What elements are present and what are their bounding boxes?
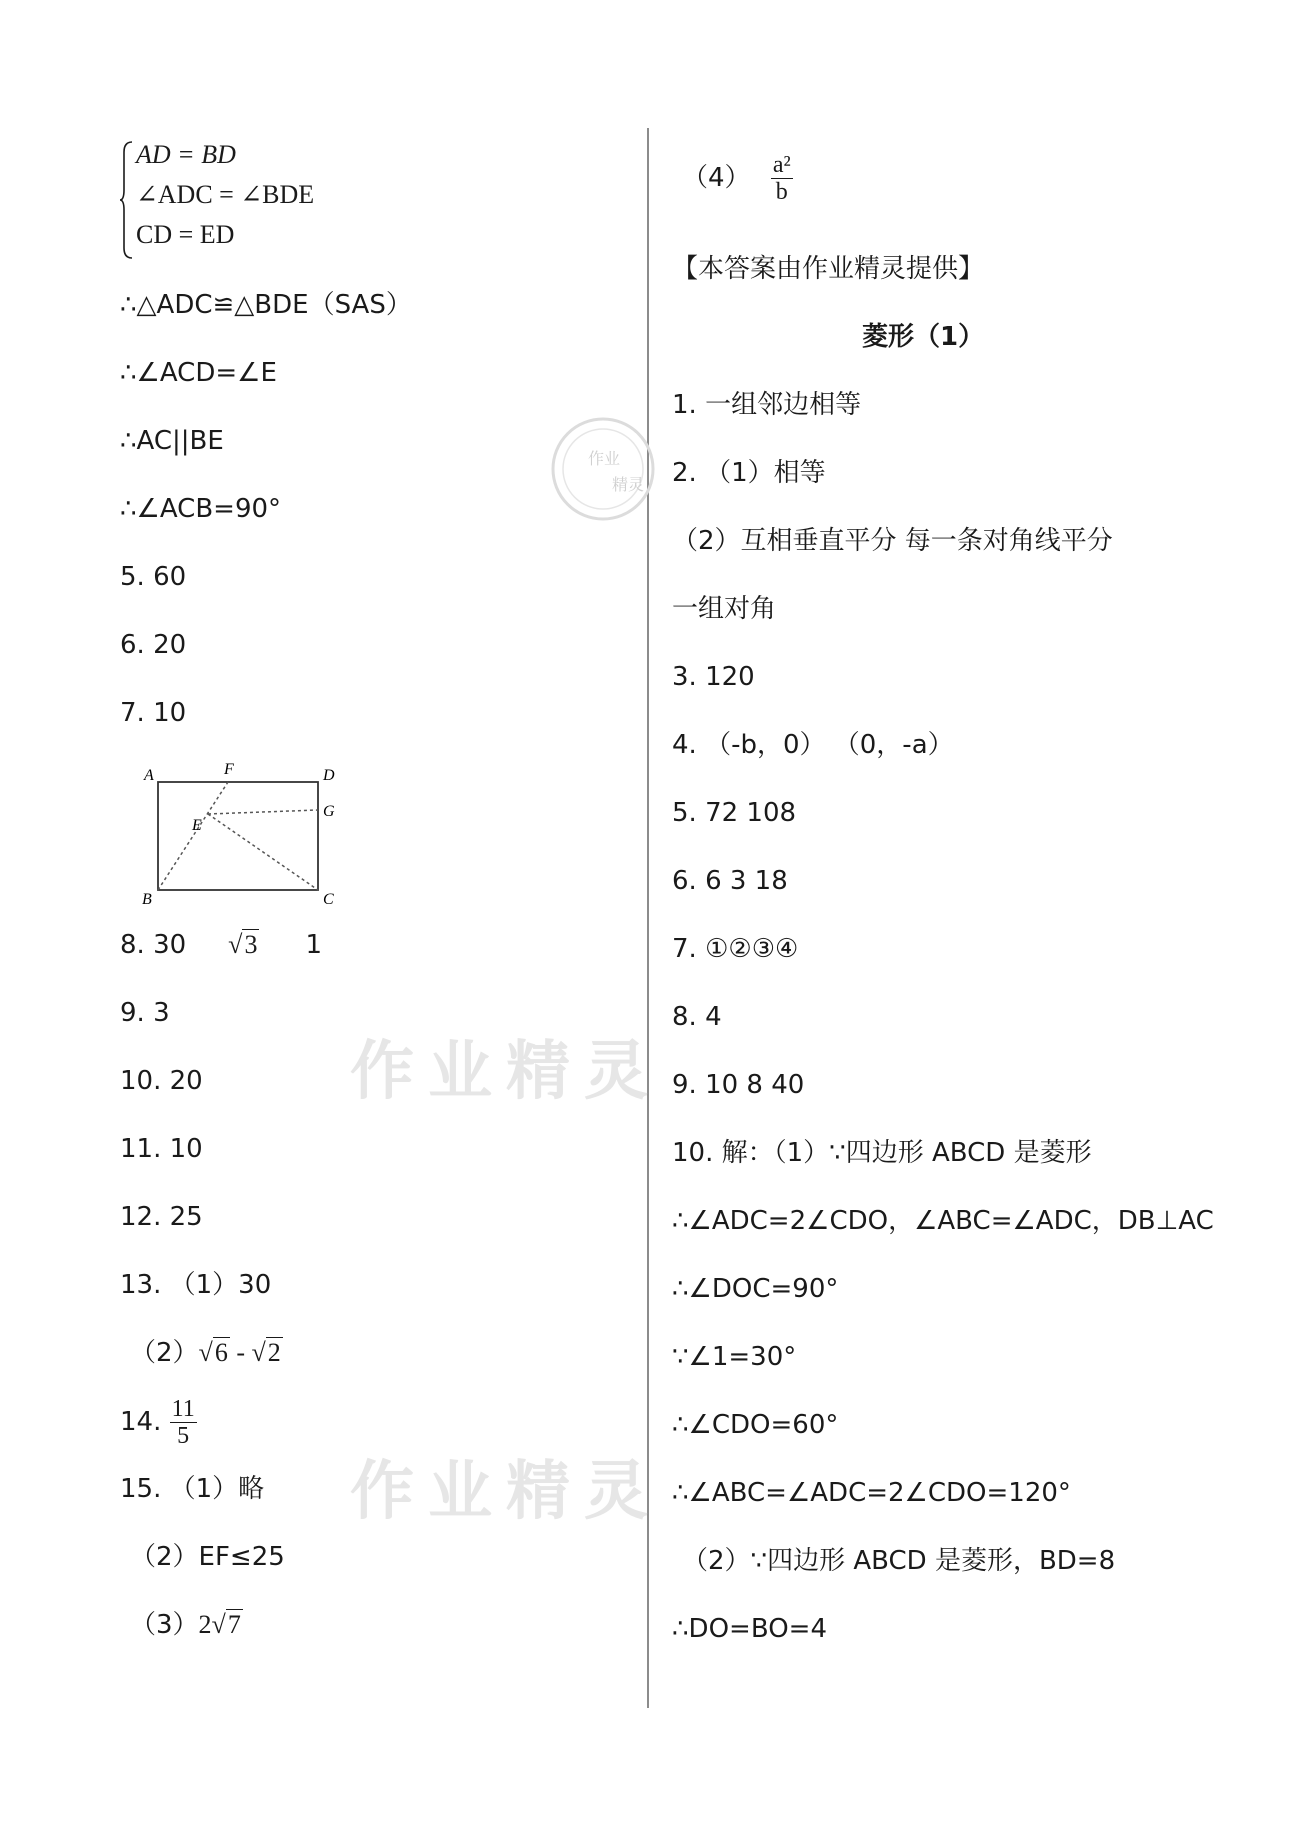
- label-g: G: [323, 803, 335, 820]
- answer-line: 9. 3: [120, 998, 170, 1028]
- proof-line: ∴∠ABC=∠ADC=2∠CDO=120°: [672, 1478, 1071, 1508]
- answer-line: 5. 60: [120, 562, 187, 592]
- proof-line: ∴AC||BE: [120, 426, 224, 456]
- q8-suffix: 1: [305, 930, 322, 960]
- answer-line: 5. 72 108: [672, 798, 797, 828]
- system-line-1: AD = BD: [136, 140, 236, 169]
- dashed-line-eg: [208, 810, 318, 814]
- label-a: A: [144, 767, 154, 784]
- proof-line: ∵∠1=30°: [672, 1342, 797, 1372]
- minus-sign: -: [229, 1338, 252, 1367]
- answer-line: 12. 25: [120, 1202, 203, 1232]
- label-c: C: [323, 891, 334, 908]
- proof-line: ∴DO=BO=4: [672, 1614, 827, 1644]
- q15-3-prefix: （3）: [130, 1610, 199, 1640]
- answer-line-15-3: [130, 1610, 243, 1640]
- answer-line: 4. （-b，0） （0，-a）: [672, 730, 954, 760]
- answer-line: 11. 10: [120, 1134, 203, 1164]
- label-b: B: [142, 891, 152, 908]
- proof-line: ∴△ADC≌△BDE（SAS）: [120, 290, 412, 320]
- sqrt-7: √7: [211, 1610, 241, 1639]
- answer-line: 6. 20: [120, 630, 187, 660]
- sqrt-6: √6: [198, 1338, 228, 1367]
- answer-line-8: [120, 930, 322, 960]
- proof-line: （2）∵四边形 ABCD 是菱形，BD=8: [682, 1546, 1116, 1576]
- proof-line: ∴∠CDO=60°: [672, 1410, 839, 1440]
- rectangle-figure: [120, 760, 360, 910]
- answer-line: 9. 10 8 40: [672, 1070, 805, 1100]
- answer-line: 2. （1）相等: [672, 458, 826, 488]
- sqrt-3: √3: [228, 930, 258, 959]
- q13-2-prefix: （2）: [130, 1338, 199, 1368]
- label-d: D: [323, 767, 335, 784]
- svg-text:精灵: 精灵: [612, 475, 645, 494]
- fraction-a2-b: $\frac{\text{a²}}{b}$: [772, 152, 791, 205]
- proof-line: ∴∠ACD=∠E: [120, 358, 277, 388]
- label-e: E: [192, 817, 202, 834]
- svg-text:作业: 作业: [588, 449, 621, 468]
- answer-line: 1. 一组邻边相等: [672, 390, 862, 420]
- watermark-text: 作业精灵: [350, 1035, 662, 1109]
- q4-prefix: （4）: [682, 163, 751, 193]
- sqrt-2: √2: [251, 1338, 281, 1367]
- answer-line: 7. 10: [120, 698, 187, 728]
- watermark-text: 作业精灵: [350, 1455, 662, 1529]
- fraction-11-5: $\frac{11}{5}$: [171, 1396, 195, 1449]
- label-f: F: [224, 761, 234, 778]
- system-line-3: CD = ED: [136, 220, 235, 249]
- answer-line: 6. 6 3 18: [672, 866, 788, 896]
- answer-line: （2）互相垂直平分 每一条对角线平分: [672, 526, 1113, 556]
- dashed-line-ec: [208, 814, 318, 890]
- section-heading: 菱形（1）: [862, 322, 985, 352]
- answer-line: 10. 20: [120, 1066, 203, 1096]
- q14-prefix: 14.: [120, 1407, 162, 1437]
- answer-line: 10. 解：（1）∵四边形 ABCD 是菱形: [672, 1138, 1092, 1168]
- proof-line: ∴∠ACB=90°: [120, 494, 282, 524]
- proof-line: ∴∠DOC=90°: [672, 1274, 839, 1304]
- answer-line-14: [120, 1392, 197, 1452]
- answer-line: 8. 4: [672, 1002, 722, 1032]
- coefficient: 2: [198, 1610, 212, 1639]
- answer-line: 13. （1）30: [120, 1270, 272, 1300]
- answer-line: 15. （1）略: [120, 1474, 265, 1504]
- answer-line: （2）EF≤25: [130, 1542, 285, 1572]
- watermark-stamp-logo: [548, 414, 658, 524]
- dashed-line-bf: [158, 782, 228, 890]
- answer-line-4: [682, 148, 793, 208]
- answer-line-13-2: [130, 1338, 283, 1368]
- answer-line: 3. 120: [672, 662, 755, 692]
- answer-line: 一组对角: [672, 594, 777, 624]
- proof-line: ∴∠ADC=2∠CDO，∠ABC=∠ADC，DB⊥AC: [672, 1206, 1214, 1236]
- source-note: 【本答案由作业精灵提供】: [672, 254, 985, 284]
- left-brace-icon: [120, 140, 134, 260]
- system-line-2: ∠ADC = ∠BDE: [136, 180, 315, 209]
- answer-line: 7. ①②③④: [672, 934, 799, 964]
- q8-prefix: 8. 30: [120, 930, 187, 960]
